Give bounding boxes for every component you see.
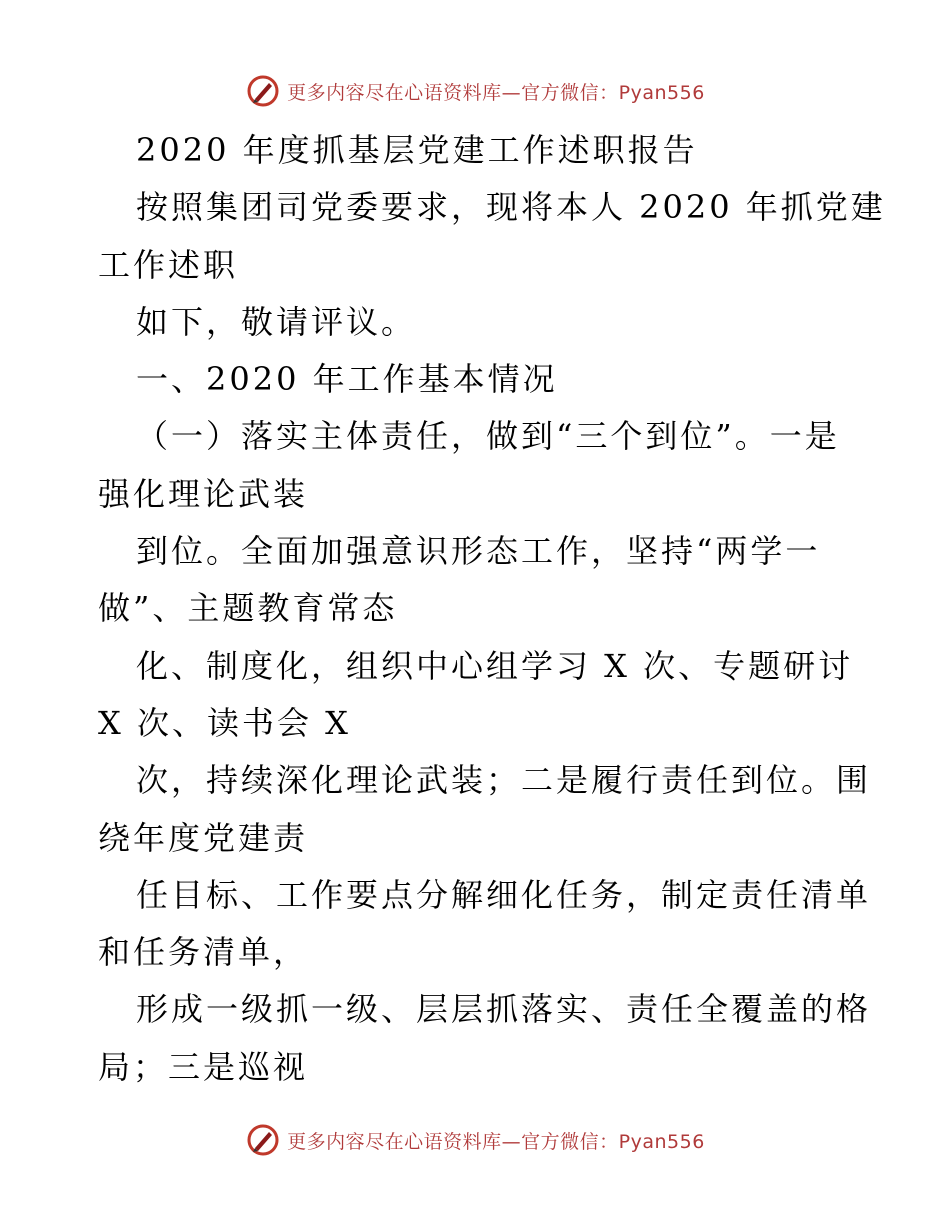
text-line: 任目标、工作要点分解细化任务，制定责任清单 [136,875,872,914]
header-banner-text: 更多内容尽在心语资料库—官方微信：Pyan556 [287,81,705,104]
document-body [98,122,886,1096]
text-line: 形成一级抓一级、层层抓落实、责任全覆盖的格 [136,990,872,1029]
text-line: 做”、主题教育常态 [98,589,398,628]
text-line: 到位。全面加强意识形态工作，坚持“两学一 [136,532,821,571]
text-line: （一）落实主体责任，做到“三个到位”。一是 [136,417,840,456]
header-banner [0,71,950,111]
pen-logo-icon [245,1122,281,1158]
text-line: 一、2020 年工作基本情况 [136,360,558,399]
text-line: 强化理论武装 [98,474,309,513]
text-line: 局；三是巡视 [98,1047,309,1086]
text-line: 绕年度党建责 [98,818,309,857]
text-line: 和任务清单， [98,933,309,972]
footer-banner-text: 更多内容尽在心语资料库—官方微信：Pyan556 [287,1130,705,1153]
pen-logo-icon [245,73,281,109]
footer-banner [0,1120,950,1160]
text-line: 2020 年度抓基层党建工作述职报告 [136,131,698,169]
text-line: 化、制度化，组织中心组学习 X 次、专题研讨 [136,646,854,685]
text-line: 按照集团司党委要求，现将本人 2020 年抓党建 [136,188,886,227]
text-line: 次，持续深化理论武装；二是履行责任到位。围 [136,761,872,800]
text-line: 工作述职 [98,245,239,284]
text-line: 如下，敬请评议。 [136,302,417,341]
text-line: X 次、读书会 X [98,703,351,742]
